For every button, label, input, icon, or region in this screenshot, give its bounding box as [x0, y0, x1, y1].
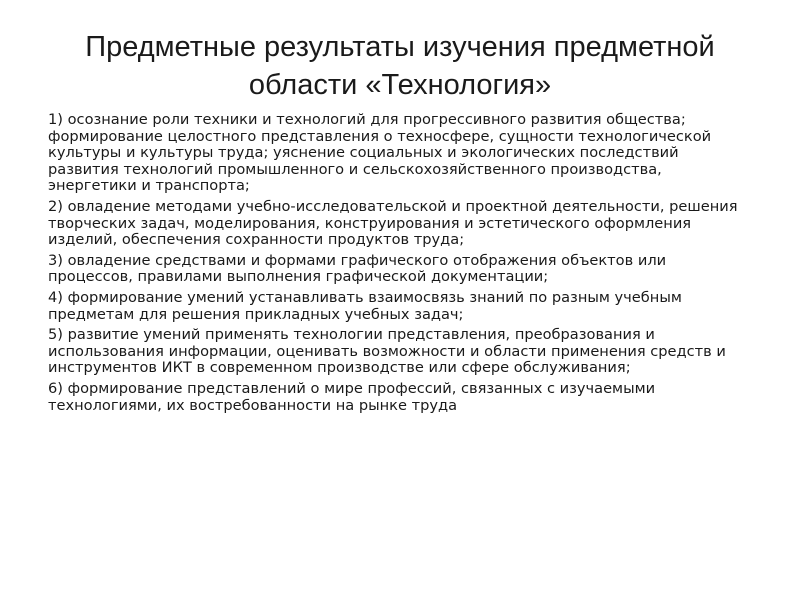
- slide-title-line-2: области «Технология»: [248, 69, 552, 101]
- slide-title: [40, 28, 760, 104]
- list-item-4: 4) формирование умений устанавливать взаимосвязь знаний по разным учебным предметам для решения прикладных учебных задач;: [48, 288, 682, 323]
- list-item-6: 6) формирование представлений о мире профессий, связанных с изучаемыми технологиями, их востребованности на рынке труда: [48, 379, 656, 414]
- list-item-3: 3) овладение средствами и формами графического отображения объектов или процессов, правилами выполнения графической документации;: [48, 251, 667, 286]
- slide-body: [48, 112, 748, 418]
- list-item-1: 1) осознание роли техники и технологий для прогрессивного развития общества; формирование целостного представления о техносфере, сущности технологической культуры и культуры труда; уяснение социальных и экологических последствий развития технологий промышленного и сельскохозяйственного производства, энергетики и транспорта;: [48, 111, 712, 195]
- list-item-5: 5) развитие умений применять технологии представления, преобразования и использования информации, оценивать возможности и области применения средств и инструментов ИКТ в современном производстве или сфере обслуживания;: [48, 326, 726, 377]
- slide-title-line-1: Предметные результаты изучения предметной: [85, 31, 715, 63]
- list-item-2: 2) овладение методами учебно-исследовательской и проектной деятельности, решения творческих задач, моделирования, конструирования и эстетического оформления изделий, обеспечения сохранности продуктов труда;: [48, 197, 738, 249]
